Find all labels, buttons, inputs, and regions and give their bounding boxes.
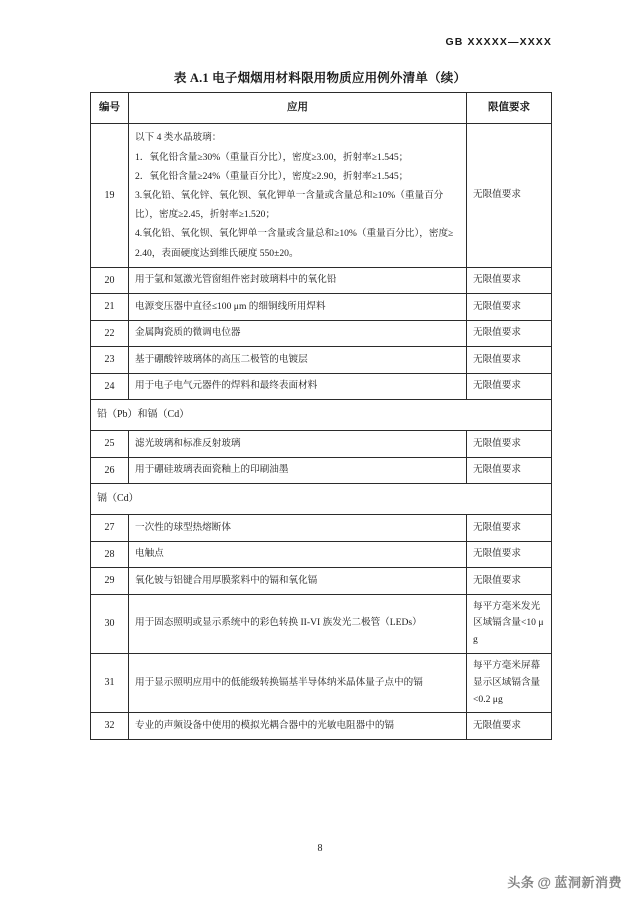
cell-no: 23 <box>91 347 129 374</box>
table-caption: 表 A.1 电子烟烟用材料限用物质应用例外清单（续） <box>173 71 467 85</box>
watermark-at-symbol: @ <box>537 873 552 890</box>
table-header-row <box>91 93 552 124</box>
cell-no: 28 <box>91 541 129 568</box>
cell-no: 20 <box>91 267 129 294</box>
watermark <box>507 872 622 891</box>
cell-no: 19 <box>91 124 129 267</box>
cell-application: 金属陶瓷质的微调电位器 <box>129 320 467 347</box>
cell-limit: 无限值要求 <box>467 541 552 568</box>
cell-no: 25 <box>91 431 129 458</box>
cell-application: 滤光玻璃和标准反射玻璃 <box>129 431 467 458</box>
cell-no: 31 <box>91 654 129 713</box>
watermark-account: 蓝洞新消费 <box>554 875 622 890</box>
cell-no: 22 <box>91 320 129 347</box>
application-line: 1．氧化铅含量≥30%（重量百分比），密度≥3.00，折射率≥1.545； <box>135 151 409 163</box>
cell-limit: 无限值要求 <box>467 320 552 347</box>
table-row <box>91 431 552 458</box>
exemption-table-container <box>90 92 551 740</box>
application-line: 4.氧化铅、氧化钡、氧化钾单一含量或含量总和≥10%（重量百分比），密度≥2.40，表面硬度达到维氏硬度 550±20。 <box>135 228 454 259</box>
cell-no: 21 <box>91 294 129 321</box>
application-line: 2．氧化铅含量≥24%（重量百分比），密度≥2.90，折射率≥1.545； <box>135 170 409 182</box>
table-row <box>91 294 552 321</box>
section-title: 铅（Pb）和镉（Cd） <box>91 400 552 431</box>
cell-limit: 无限值要求 <box>467 347 552 374</box>
cell-application: 基于硼酸锌玻璃体的高压二极管的电镀层 <box>129 347 467 374</box>
cell-limit: 无限值要求 <box>467 568 552 595</box>
cell-limit: 每平方毫米发光区域镉含量<10 μg <box>467 594 552 653</box>
cell-application: 用于显示照明应用中的低能级转换镉基半导体纳米晶体量子点中的镉 <box>129 654 467 713</box>
cell-limit: 每平方毫米屏幕显示区域镉含量<0.2 μg <box>467 654 552 713</box>
cell-application: 电触点 <box>129 541 467 568</box>
cell-no: 30 <box>91 594 129 653</box>
column-header-application: 应用 <box>129 93 467 124</box>
table-header <box>91 93 552 124</box>
table-row <box>91 457 552 484</box>
cell-application: 氧化铍与铝键合用厚膜浆料中的镉和氧化镉 <box>129 568 467 595</box>
cell-application: 专业的声频设备中使用的模拟光耦合器中的光敏电阻器中的镉 <box>129 713 467 740</box>
cell-application: 用于氩和氪激光管窗组件密封玻璃料中的氧化铅 <box>129 267 467 294</box>
table-section-row <box>91 400 552 431</box>
cell-no: 29 <box>91 568 129 595</box>
cell-application: 用于固态照明或显示系统中的彩色转换 II-VI 族发光二极管（LEDs） <box>129 594 467 653</box>
watermark-platform: 头条 <box>507 875 535 890</box>
cell-limit: 无限值要求 <box>467 294 552 321</box>
column-header-no: 编号 <box>91 93 129 124</box>
application-line: 3.氧化铅、氧化锌、氧化钡、氧化钾单一含量或含量总和≥10%（重量百分比），密度≥2.45，折射率≥1.520； <box>135 189 444 221</box>
cell-no: 26 <box>91 457 129 484</box>
table-body <box>91 124 552 740</box>
cell-limit: 无限值要求 <box>467 431 552 458</box>
cell-limit: 无限值要求 <box>467 515 552 542</box>
table-row <box>91 568 552 595</box>
cell-application: 一次性的球型热熔断体 <box>129 515 467 542</box>
cell-no: 27 <box>91 515 129 542</box>
cell-application: 用于硼硅玻璃表面瓷釉上的印刷油墨 <box>129 457 467 484</box>
section-title: 镉（Cd） <box>91 484 552 515</box>
table-row <box>91 320 552 347</box>
cell-no: 32 <box>91 713 129 740</box>
exemption-table <box>90 92 552 740</box>
table-row <box>91 654 552 713</box>
cell-limit: 无限值要求 <box>467 713 552 740</box>
table-row <box>91 373 552 400</box>
cell-limit: 无限值要求 <box>467 267 552 294</box>
table-section-row <box>91 484 552 515</box>
application-line: 以下 4 类水晶玻璃： <box>135 132 222 144</box>
cell-limit: 无限值要求 <box>467 457 552 484</box>
table-row <box>91 124 552 267</box>
cell-application <box>129 124 467 267</box>
cell-limit: 无限值要求 <box>467 373 552 400</box>
page-number: 8 <box>317 843 323 854</box>
table-row <box>91 541 552 568</box>
cell-limit: 无限值要求 <box>467 124 552 267</box>
cell-application: 电源变压器中直径≤100 μm 的细铜线所用焊料 <box>129 294 467 321</box>
table-row <box>91 515 552 542</box>
table-row <box>91 267 552 294</box>
cell-no: 24 <box>91 373 129 400</box>
table-row <box>91 347 552 374</box>
standard-code-header: GB XXXXX—XXXX <box>445 36 552 48</box>
column-header-limit: 限值要求 <box>467 93 552 124</box>
table-row <box>91 594 552 653</box>
cell-application: 用于电子电气元器件的焊料和最终表面材料 <box>129 373 467 400</box>
table-row <box>91 713 552 740</box>
